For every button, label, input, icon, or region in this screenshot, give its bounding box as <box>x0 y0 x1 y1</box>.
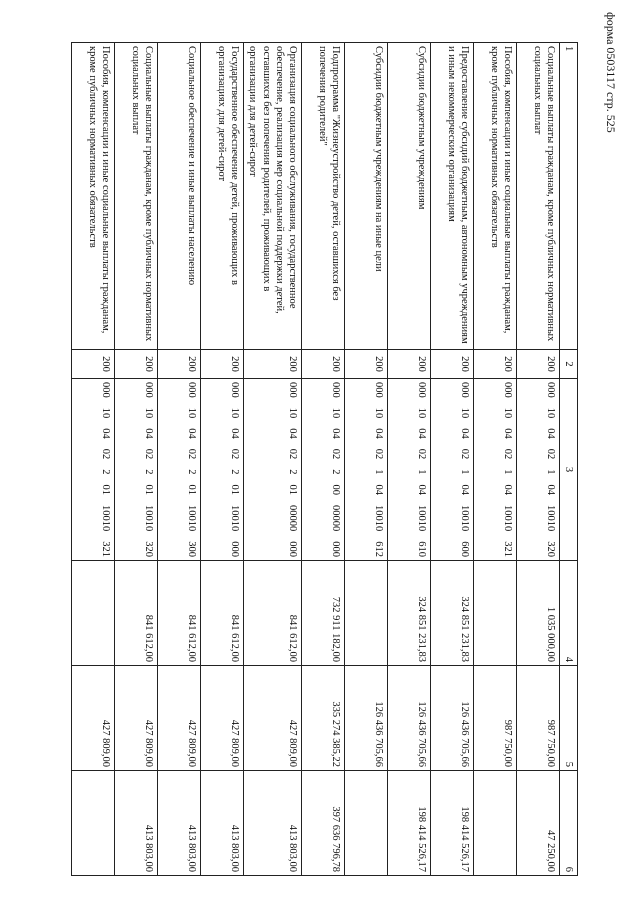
code-part: 2 <box>143 469 155 475</box>
approved-amount: 1 035 000,00 <box>516 561 559 666</box>
code-part: 02 <box>415 448 427 460</box>
row-classification-code <box>516 379 559 561</box>
row-classification-code <box>301 379 344 561</box>
row-line-code: 200 <box>158 350 201 379</box>
approved-amount: 841 612,00 <box>158 561 201 666</box>
code-part: 04 <box>458 484 470 495</box>
code-part: 04 <box>372 428 384 439</box>
code-part: 10 <box>501 407 513 419</box>
code-part: 320 <box>143 541 155 557</box>
row-name: Государственное обеспечение детей, проживающих в организациях для детей-сирот <box>201 43 244 350</box>
row-name: Социальные выплаты гражданам, кроме публичных нормативных социальных выплат <box>516 43 559 350</box>
code-part: 321 <box>100 541 112 557</box>
code-part: 000 <box>100 382 112 398</box>
column-number: 1 <box>559 43 577 350</box>
code-part: 10010 <box>501 505 513 532</box>
classification-code <box>372 382 385 557</box>
code-part: 2 <box>186 469 198 475</box>
code-part: 04 <box>544 484 556 495</box>
table-row <box>430 43 473 876</box>
table-row <box>301 43 344 876</box>
row-name: Социальное обеспечение и иные выплаты населению <box>158 43 201 350</box>
code-part: 04 <box>372 484 384 495</box>
code-part: 10010 <box>100 505 112 532</box>
executed-amount: 427 809,00 <box>201 666 244 771</box>
unexecuted-amount: 198 414 526,17 <box>387 771 430 876</box>
code-part: 000 <box>501 382 513 398</box>
code-part: 01 <box>186 484 198 495</box>
code-part: 10010 <box>186 505 198 532</box>
executed-amount: 427 809,00 <box>158 666 201 771</box>
row-classification-code <box>430 379 473 561</box>
code-part: 10 <box>286 407 298 419</box>
code-part: 02 <box>458 448 470 460</box>
code-part: 000 <box>229 541 241 557</box>
row-name: Субсидии бюджетным учреждениям <box>387 43 430 350</box>
row-name: Организация социального обслуживания, государственное обеспечение, реализация мер социальной поддержки детей, оставшихся без попечения родителей, проживающих в организации для детей-сирот <box>244 43 302 350</box>
row-classification-code <box>201 379 244 561</box>
code-part: 10 <box>544 407 556 419</box>
row-name: Пособия, компенсации и иные социальные выплаты гражданам, кроме публичных нормативных обязательств <box>72 43 115 350</box>
row-classification-code <box>387 379 430 561</box>
approved-amount <box>473 561 516 666</box>
code-part: 10 <box>100 407 112 419</box>
row-name: Социальные выплаты гражданам, кроме публичных нормативных социальных выплат <box>115 43 158 350</box>
executed-amount: 126 436 705,66 <box>387 666 430 771</box>
code-part: 10 <box>186 407 198 419</box>
table-row <box>473 43 516 876</box>
classification-code <box>501 382 514 557</box>
code-part: 00 <box>329 484 341 495</box>
code-part: 10 <box>458 407 470 419</box>
row-name: Предоставление субсидий бюджетным, автономным учреждениям и иным некоммерческим организациям <box>430 43 473 350</box>
code-part: 000 <box>544 382 556 398</box>
executed-amount: 427 809,00 <box>244 666 302 771</box>
code-part: 01 <box>143 484 155 495</box>
row-line-code: 200 <box>344 350 387 379</box>
classification-code <box>329 382 342 557</box>
code-part: 10010 <box>229 505 241 532</box>
executed-amount: 427 809,00 <box>115 666 158 771</box>
code-part: 10010 <box>415 505 427 532</box>
code-part: 02 <box>143 448 155 460</box>
table-row <box>387 43 430 876</box>
code-part: 10 <box>372 407 384 419</box>
code-part: 00000 <box>286 505 298 532</box>
approved-amount <box>344 561 387 666</box>
unexecuted-amount: 198 414 526,17 <box>430 771 473 876</box>
executed-amount: 987 750,00 <box>516 666 559 771</box>
code-part: 1 <box>501 469 513 475</box>
code-part: 02 <box>329 448 341 460</box>
row-classification-code <box>344 379 387 561</box>
row-classification-code <box>115 379 158 561</box>
row-classification-code <box>158 379 201 561</box>
column-number: 2 <box>559 350 577 379</box>
code-part: 04 <box>501 428 513 439</box>
code-part: 000 <box>415 382 427 398</box>
table-row <box>201 43 244 876</box>
code-part: 04 <box>286 428 298 439</box>
code-part: 300 <box>186 541 198 557</box>
row-classification-code <box>72 379 115 561</box>
row-line-code: 200 <box>301 350 344 379</box>
executed-amount: 427 809,00 <box>72 666 115 771</box>
code-part: 10010 <box>143 505 155 532</box>
budget-table <box>71 42 578 876</box>
code-part: 02 <box>544 448 556 460</box>
table-row <box>115 43 158 876</box>
unexecuted-amount: 47 250,00 <box>516 771 559 876</box>
row-line-code: 200 <box>244 350 302 379</box>
code-part: 04 <box>143 428 155 439</box>
executed-amount: 126 436 705,66 <box>344 666 387 771</box>
approved-amount: 841 612,00 <box>201 561 244 666</box>
code-part: 2 <box>329 469 341 475</box>
code-part: 04 <box>329 428 341 439</box>
code-part: 000 <box>229 382 241 398</box>
row-classification-code <box>244 379 302 561</box>
unexecuted-amount: 397 636 796,78 <box>301 771 344 876</box>
code-part: 2 <box>100 469 112 475</box>
code-part: 2 <box>229 469 241 475</box>
code-part: 00000 <box>329 505 341 532</box>
rotated-page <box>68 42 578 872</box>
code-part: 1 <box>544 469 556 475</box>
code-part: 610 <box>415 541 427 557</box>
code-part: 000 <box>458 382 470 398</box>
code-part: 000 <box>143 382 155 398</box>
column-number: 3 <box>559 379 577 561</box>
code-part: 000 <box>286 382 298 398</box>
row-line-code: 200 <box>72 350 115 379</box>
classification-code <box>142 382 155 557</box>
code-part: 02 <box>100 448 112 460</box>
code-part: 321 <box>501 541 513 557</box>
row-line-code: 200 <box>201 350 244 379</box>
code-part: 02 <box>286 448 298 460</box>
row-name: Пособия, компенсации и иные социальные выплаты гражданам, кроме публичных нормативных обязательств <box>473 43 516 350</box>
code-part: 01 <box>229 484 241 495</box>
code-part: 04 <box>415 428 427 439</box>
executed-amount: 335 274 385,22 <box>301 666 344 771</box>
code-part: 320 <box>544 541 556 557</box>
executed-amount: 987 750,00 <box>473 666 516 771</box>
code-part: 000 <box>372 382 384 398</box>
unexecuted-amount: 413 803,00 <box>244 771 302 876</box>
code-part: 000 <box>329 382 341 398</box>
approved-amount: 324 851 231,83 <box>387 561 430 666</box>
executed-amount: 126 436 705,66 <box>430 666 473 771</box>
table-row <box>344 43 387 876</box>
code-part: 1 <box>458 469 470 475</box>
code-part: 000 <box>286 541 298 557</box>
code-part: 02 <box>186 448 198 460</box>
approved-amount <box>72 561 115 666</box>
code-part: 04 <box>544 428 556 439</box>
code-part: 04 <box>100 428 112 439</box>
approved-amount: 841 612,00 <box>244 561 302 666</box>
code-part: 10010 <box>372 505 384 532</box>
table-row <box>516 43 559 876</box>
code-part: 10 <box>415 407 427 419</box>
code-part: 02 <box>372 448 384 460</box>
classification-code <box>286 382 299 557</box>
code-part: 000 <box>329 541 341 557</box>
code-part: 2 <box>286 469 298 475</box>
table-body <box>72 43 560 876</box>
row-name: Подпрограмма "Жизнеустройство детей, оставшихся без попечения родителей" <box>301 43 344 350</box>
unexecuted-amount: 413 803,00 <box>115 771 158 876</box>
row-line-code: 200 <box>387 350 430 379</box>
classification-code <box>228 382 241 557</box>
code-part: 1 <box>415 469 427 475</box>
code-part: 1 <box>372 469 384 475</box>
form-reference: форма 0503117 стр. 525 <box>604 12 618 133</box>
approved-amount: 324 851 231,83 <box>430 561 473 666</box>
unexecuted-amount: 413 803,00 <box>158 771 201 876</box>
classification-code <box>415 382 428 557</box>
code-part: 02 <box>229 448 241 460</box>
row-line-code: 200 <box>430 350 473 379</box>
code-part: 01 <box>286 484 298 495</box>
approved-amount: 732 911 182,00 <box>301 561 344 666</box>
code-part: 000 <box>186 382 198 398</box>
code-part: 04 <box>501 484 513 495</box>
approved-amount: 841 612,00 <box>115 561 158 666</box>
column-number: 6 <box>559 771 577 876</box>
row-line-code: 200 <box>516 350 559 379</box>
code-part: 10 <box>329 407 341 419</box>
table-row <box>158 43 201 876</box>
unexecuted-amount <box>344 771 387 876</box>
row-line-code: 200 <box>473 350 516 379</box>
table-row <box>72 43 115 876</box>
column-number: 5 <box>559 666 577 771</box>
classification-code <box>99 382 112 557</box>
code-part: 04 <box>415 484 427 495</box>
code-part: 10010 <box>458 505 470 532</box>
unexecuted-amount: 413 803,00 <box>201 771 244 876</box>
classification-code <box>458 382 471 557</box>
code-part: 01 <box>100 484 112 495</box>
classification-code <box>185 382 198 557</box>
column-number: 4 <box>559 561 577 666</box>
code-part: 04 <box>229 428 241 439</box>
unexecuted-amount <box>473 771 516 876</box>
code-part: 10 <box>229 407 241 419</box>
code-part: 04 <box>458 428 470 439</box>
column-number-row <box>559 43 577 876</box>
code-part: 04 <box>186 428 198 439</box>
code-part: 10 <box>143 407 155 419</box>
row-name: Субсидии бюджетным учреждениям на иные цели <box>344 43 387 350</box>
code-part: 600 <box>458 541 470 557</box>
classification-code <box>544 382 557 557</box>
row-line-code: 200 <box>115 350 158 379</box>
code-part: 02 <box>501 448 513 460</box>
code-part: 10010 <box>544 505 556 532</box>
code-part: 612 <box>372 541 384 557</box>
row-classification-code <box>473 379 516 561</box>
unexecuted-amount <box>72 771 115 876</box>
table-row <box>244 43 302 876</box>
